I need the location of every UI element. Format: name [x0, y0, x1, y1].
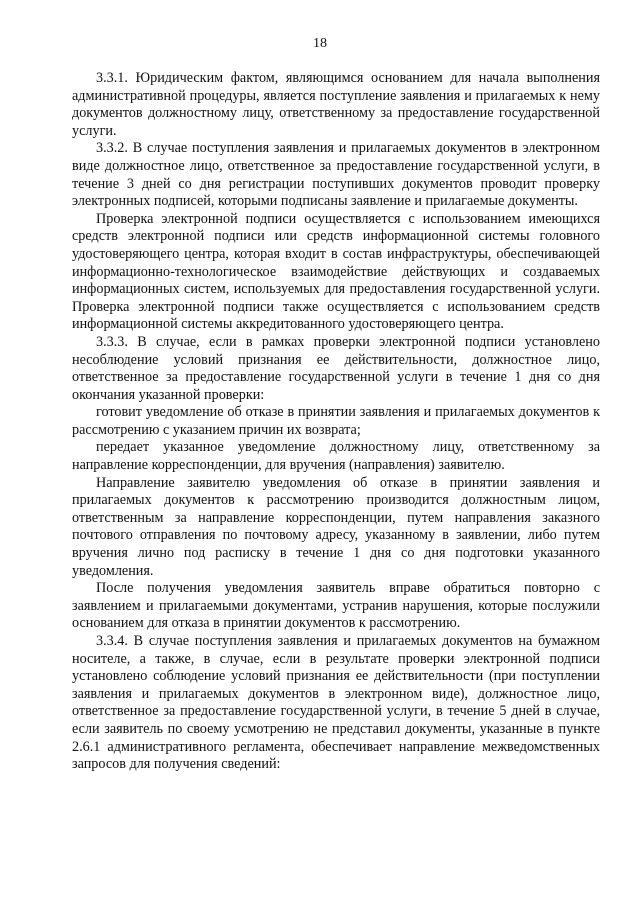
paragraph-notice-delivery: Направление заявителю уведомления об отказе в принятии заявления и прилагаемых документов к рассмотрению производится должностным лицом, ответственным за направление корреспонденции, путем направления заказного почтового отправления по почтовому адресу, указанному в заявлении, либо путем вручения лично под расписку в течение 1 дня со дня подготовки указанного уведомления.: [72, 474, 600, 579]
paragraph-signature-check: Проверка электронной подписи осуществляется с использованием имеющихся средств электронной подписи или средств информационной системы головного удостоверяющего центра, которая входит в состав инфраструктуры, обеспечивающей информационно-технологическое взаимодействие действующих и создаваемых информационных систем, используемых для предоставления государственной услуги. Проверка электронной подписи также осуществляется с использованием средств информационной системы аккредитованного удостоверяющего центра.: [72, 210, 600, 333]
paragraph-3-3-3: 3.3.3. В случае, если в рамках проверки электронной подписи установлено несоблюдение условий признания ее действительности, должностное лицо, ответственное за предоставление государственной услуги в течение 1 дня со дня окончания указанной проверки:: [72, 333, 600, 403]
document-body: [72, 70, 600, 774]
paragraph-3-3-2: 3.3.2. В случае поступления заявления и прилагаемых документов в электронном виде должностное лицо, ответственное за предоставление государственной услуги, в течение 3 дней со дня регистрации поступивших документов проводит проверку электронных подписей, которыми подписаны заявление и прилагаемые документы.: [72, 140, 600, 210]
paragraph-transfers-notice: передает указанное уведомление должностному лицу, ответственному за направление корреспонденции, для вручения (направления) заявителю.: [72, 439, 600, 474]
page-number: 18: [313, 36, 327, 51]
paragraph-reapply: После получения уведомления заявитель вправе обратиться повторно с заявлением и прилагаемыми документами, устранив нарушения, которые послужили основанием для отказа в принятии документов к рассмотрению.: [72, 580, 600, 632]
paragraph-prepares-notice: готовит уведомление об отказе в принятии заявления и прилагаемых документов к рассмотрению с указанием причин их возврата;: [72, 404, 600, 438]
paragraph-3-3-4: 3.3.4. В случае поступления заявления и прилагаемых документов на бумажном носителе, а также, в случае, если в результате проверки электронной подписи установлено соблюдение условий признания ее действительности (при поступлении заявления и прилагаемых документов в электронном виде), должностное лицо, ответственное за предоставление государственной услуги, в течение 5 дней в случае, если заявитель по своему усмотрению не представил документы, указанные в пункте 2.6.1 административного регламента, обеспечивает направление межведомственных запросов для получения сведений:: [72, 633, 600, 773]
paragraph-3-3-1: 3.3.1. Юридическим фактом, являющимся основанием для начала выполнения административной процедуры, является поступление заявления и прилагаемых к нему документов должностному лицу, ответственному за предоставление государственной услуги.: [72, 70, 600, 139]
